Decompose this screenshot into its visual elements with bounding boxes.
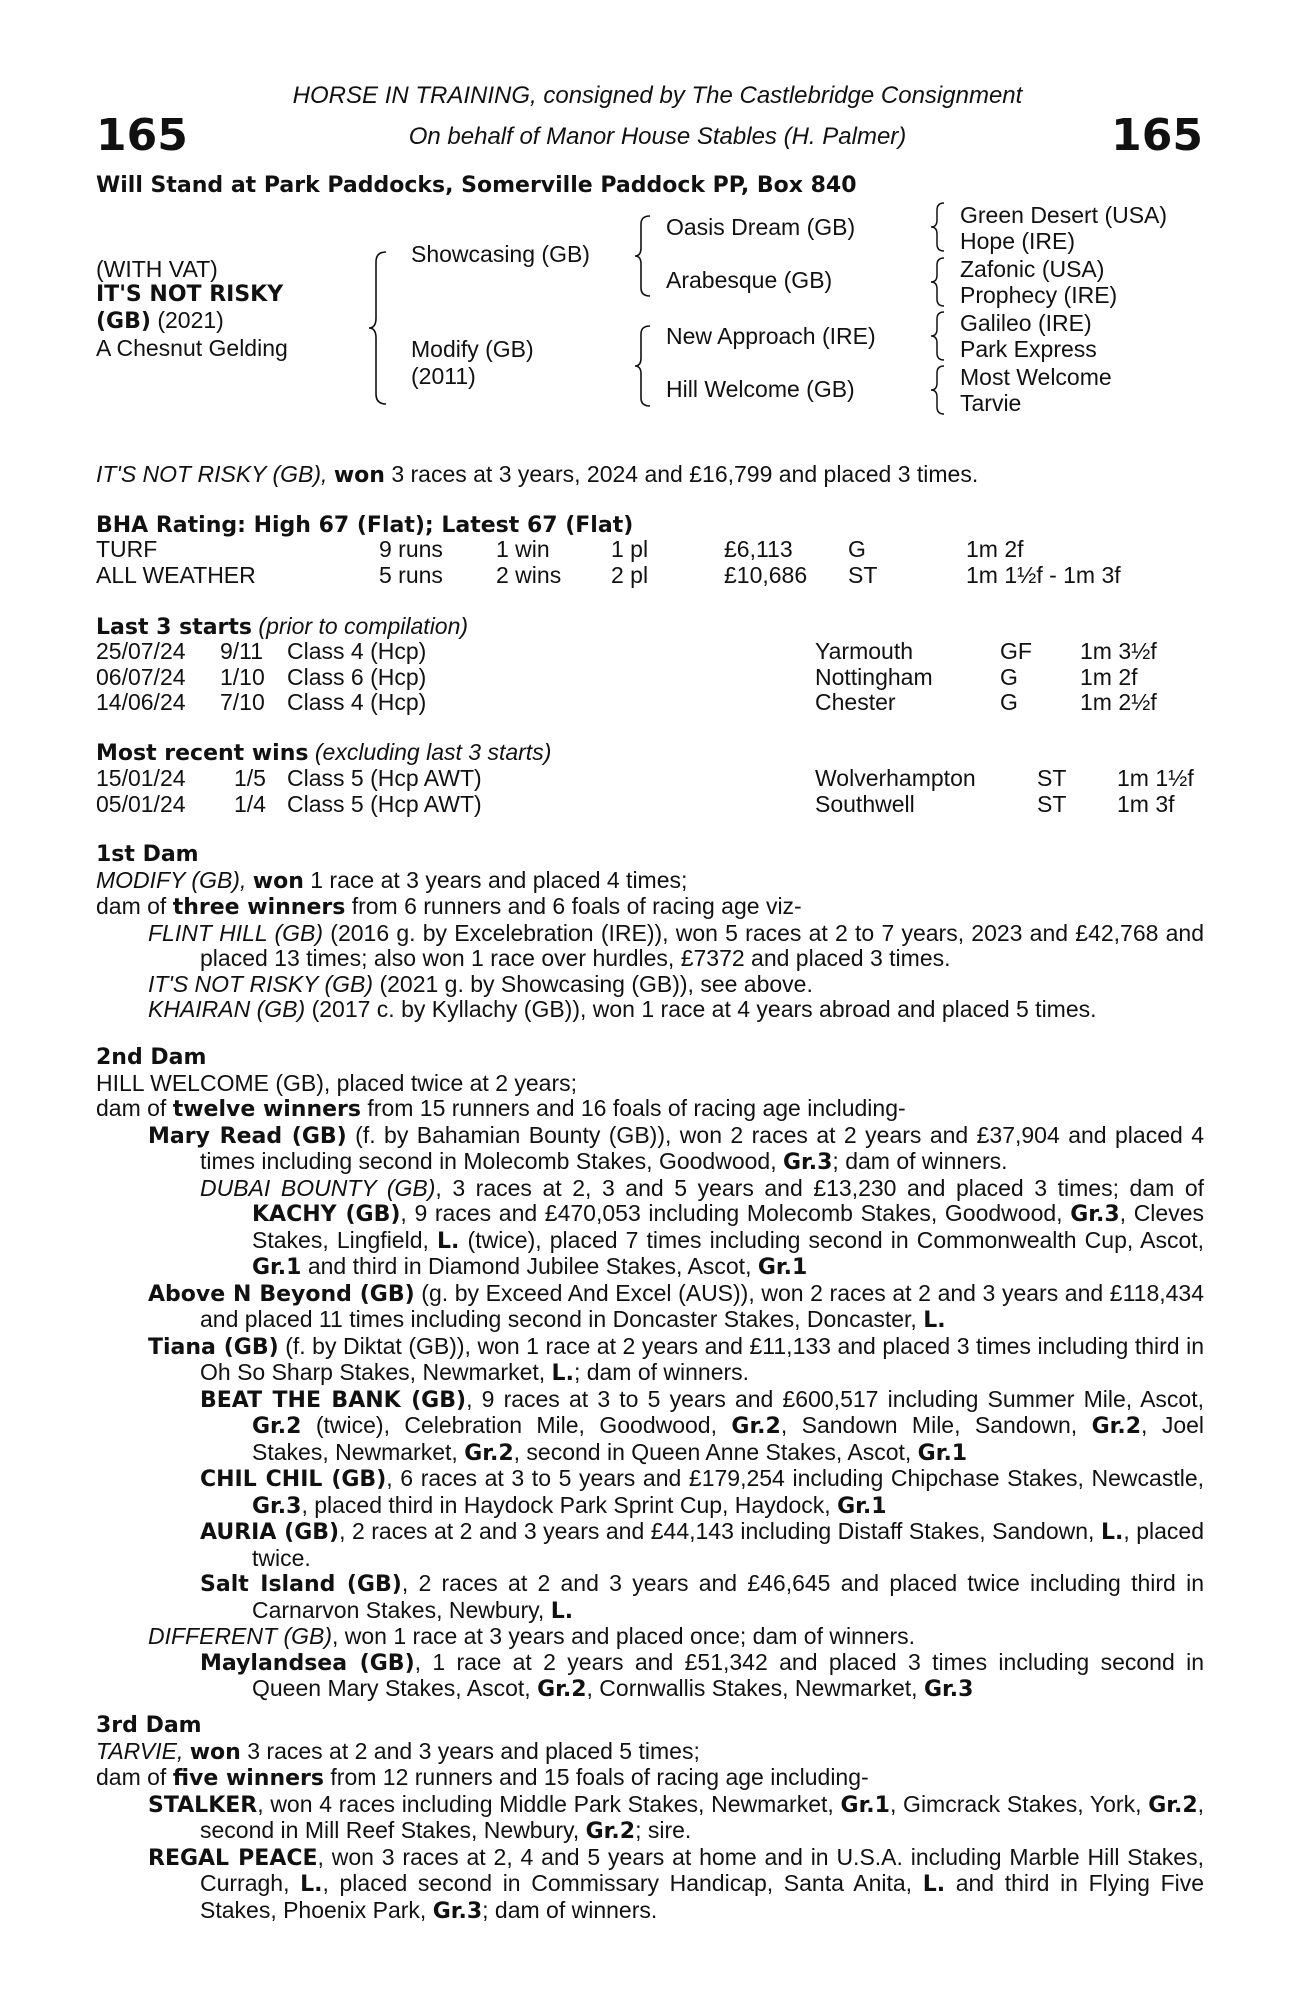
summary-won: won xyxy=(333,463,385,488)
produce-record: , Sandown Mile, Sandown, xyxy=(780,1412,1078,1438)
dam-brace xyxy=(632,322,654,410)
going: ST xyxy=(848,561,878,588)
recent-title: Most recent wins xyxy=(96,741,309,766)
produce-name: KHAIRAN (GB) xyxy=(148,996,306,1022)
grade: L. xyxy=(437,1228,460,1254)
produce-name: AURIA (GB) xyxy=(200,1520,340,1545)
produce-record: and third in Diamond Jubilee Stakes, Ascot, xyxy=(307,1253,752,1279)
horse-country-year xyxy=(96,308,224,335)
produce-note: ; dam of winners. xyxy=(482,1896,658,1923)
produce-entry xyxy=(200,1571,1204,1624)
grade: L. xyxy=(1100,1520,1124,1545)
grade: Gr.3 xyxy=(1070,1202,1120,1227)
dam2-line1: HILL WELCOME (GB), placed twice at 2 years; xyxy=(96,1069,578,1096)
table-row xyxy=(96,639,1157,665)
produce-record: , 1 race at 2 years and £51,342 and placed 3 times including second in Queen Mary Stakes, Ascot, xyxy=(252,1648,1204,1701)
dam-of: dam of xyxy=(96,1764,167,1790)
recent-note: (excluding last 3 starts) xyxy=(314,739,552,765)
going: G xyxy=(848,536,866,562)
produce-entry xyxy=(148,972,1204,998)
race-going: G xyxy=(1000,689,1018,715)
produce-entry xyxy=(148,1792,1204,1845)
produce-name: Mary Read (GB) xyxy=(148,1123,347,1149)
produce-record: , placed third in Haydock Park Sprint Cup, Haydock, xyxy=(301,1491,831,1518)
race-distance: 1m 3½f xyxy=(1080,638,1157,664)
ped-sdd: Prophecy (IRE) xyxy=(960,282,1118,308)
produce-record: , 3 races at 2, 3 and 5 years and £13,230 and placed 3 times; dam of xyxy=(435,1174,1205,1201)
produce-entry xyxy=(200,1650,1204,1703)
grade: Gr.1 xyxy=(757,1255,808,1280)
produce-name: Maylandsea (GB) xyxy=(200,1650,415,1676)
ped-ssd: Hope (IRE) xyxy=(960,228,1076,254)
produce-entry xyxy=(148,1334,1204,1387)
produce-record: and third in Flying Five Stakes, Phoenix Park, xyxy=(200,1870,1205,1923)
dam1-won: won xyxy=(252,868,304,894)
horse-country: (GB) xyxy=(96,309,151,334)
race-position: 7/10 xyxy=(220,689,265,715)
race-date: 05/01/24 xyxy=(96,790,186,817)
brace-g3 xyxy=(928,309,948,363)
last3-table xyxy=(96,639,1157,716)
dam3-line2 xyxy=(96,1765,1204,1792)
produce-record: , Gimcrack Stakes, York, xyxy=(889,1790,1142,1817)
dam3-won: won xyxy=(189,1739,241,1765)
placed: 2 pl xyxy=(611,561,649,588)
section-title: 2nd Dam xyxy=(96,1045,207,1070)
consignor-line: HORSE IN TRAINING, consigned by The Castlebridge Consignment xyxy=(292,82,1023,109)
dam1-record: 1 race at 3 years and placed 4 times; xyxy=(310,866,688,893)
first-dam-section xyxy=(96,842,1204,1023)
produce-entry xyxy=(200,1176,1204,1281)
produce-record: (2016 g. by Excelebration (IRE)), won 5 races at 2 to 7 years, 2023 and £42,768 and placed 13 times; also won 1 race over hurdles, £7372 and placed 3 times. xyxy=(200,919,1205,971)
ped-dds: Most Welcome xyxy=(960,364,1112,390)
produce-name: KACHY (GB) xyxy=(252,1202,401,1227)
sire: Showcasing (GB) xyxy=(411,241,590,267)
sire-brace xyxy=(632,212,654,300)
race-position: 1/10 xyxy=(220,663,265,690)
grade: Gr.2 xyxy=(1091,1414,1142,1439)
dam-of: dam of xyxy=(96,893,167,919)
produce-entry xyxy=(148,1624,1204,1650)
table-row xyxy=(96,537,1121,563)
grade: L. xyxy=(551,1361,574,1386)
race-position: 1/5 xyxy=(234,765,266,791)
produce-record: (2017 c. by Kyllachy (GB)), won 1 race at 4 years abroad and placed 5 times. xyxy=(311,996,1097,1022)
grade: Gr.3 xyxy=(782,1150,833,1175)
race-course: Yarmouth xyxy=(815,638,914,664)
produce-name: CHIL CHIL (GB) xyxy=(200,1467,387,1492)
surface: TURF xyxy=(96,536,158,562)
ped-sds: Zafonic (USA) xyxy=(960,256,1105,282)
stand-location: Will Stand at Park Paddocks, Somerville Paddock PP, Box 840 xyxy=(96,173,857,198)
produce-entry xyxy=(200,1387,1204,1467)
table-row xyxy=(96,563,1121,589)
race-distance: 1m 2f xyxy=(1080,663,1138,690)
produce-record: , Cornwallis Stakes, Newmarket, xyxy=(586,1675,918,1701)
produce-record: , Cleves Stakes, Lingfield, xyxy=(252,1200,1204,1253)
produce-name: FLINT HILL (GB) xyxy=(148,919,324,946)
wins: 2 wins xyxy=(496,561,562,588)
third-dam-section xyxy=(96,1713,1204,1924)
produce-name: Above N Beyond (GB) xyxy=(148,1281,415,1307)
produce-note: ; dam of winners. xyxy=(573,1359,750,1385)
horse-name: IT'S NOT RISKY xyxy=(96,282,284,307)
produce-entry xyxy=(148,997,1204,1023)
produce-record: , second in Queen Anne Stakes, Ascot, xyxy=(513,1438,912,1465)
produce-record: , won 3 races at 2, 4 and 5 years at home and in U.S.A. including Marble Hill Stakes, Curragh, xyxy=(200,1843,1204,1896)
grade: Gr.2 xyxy=(464,1440,514,1466)
horse-year: (2021) xyxy=(157,307,224,333)
sire-sire: Oasis Dream (GB) xyxy=(666,214,856,240)
produce-entry xyxy=(200,1466,1204,1519)
last3-note: (prior to compilation) xyxy=(258,613,469,639)
last3-title: Last 3 starts xyxy=(96,615,253,640)
race-date: 15/01/24 xyxy=(96,765,186,791)
rating-table xyxy=(96,537,1121,588)
produce-record: , won 1 race at 3 years and placed once; dam of winners. xyxy=(332,1623,915,1649)
runs: 5 runs xyxy=(379,561,443,588)
race-summary xyxy=(96,462,978,489)
produce-record: (twice), Celebration Mile, Goodwood, xyxy=(315,1412,717,1438)
grade: Gr.2 xyxy=(1148,1792,1198,1818)
ped-sss: Green Desert (USA) xyxy=(960,202,1168,228)
race-class: Class 6 (Hcp) xyxy=(287,663,427,690)
grade: Gr.2 xyxy=(731,1414,781,1439)
brace-g1 xyxy=(928,200,948,254)
race-distance: 1m 1½f xyxy=(1117,765,1194,791)
on-behalf-line: On behalf of Manor House Stables (H. Palmer) xyxy=(408,123,907,150)
grade: L. xyxy=(922,1872,946,1897)
race-going: ST xyxy=(1037,790,1067,817)
produce-record: , 2 races at 2 and 3 years and £44,143 including Distaff Stakes, Sandown, xyxy=(339,1518,1095,1544)
race-going: G xyxy=(1000,663,1018,690)
grade: L. xyxy=(550,1598,574,1624)
grade: Gr.1 xyxy=(917,1440,968,1466)
race-date: 25/07/24 xyxy=(96,638,186,664)
foals-note: from 6 runners and 6 foals of racing age viz- xyxy=(351,893,802,919)
race-class: Class 4 (Hcp) xyxy=(287,689,427,715)
produce-entry xyxy=(148,1281,1204,1334)
dam: Modify (GB) xyxy=(411,336,534,362)
grade: Gr.1 xyxy=(837,1493,887,1519)
produce-name: Salt Island (GB) xyxy=(200,1572,402,1597)
produce-note: ; dam of winners. xyxy=(832,1148,1008,1174)
produce-note: ; sire. xyxy=(635,1817,692,1843)
dam-sire: New Approach (IRE) xyxy=(666,323,876,349)
produce-record: , placed twice. xyxy=(252,1518,1204,1571)
section-title: 3rd Dam xyxy=(96,1713,202,1738)
dam3-name: TARVIE, xyxy=(96,1737,184,1764)
dam-of: dam of xyxy=(96,1095,167,1121)
grade: Gr.2 xyxy=(252,1414,302,1439)
produce-entry xyxy=(200,1519,1204,1571)
lot-number-right: 165 xyxy=(1111,110,1203,161)
produce-record: (2021 g. by Showcasing (GB)), see above. xyxy=(379,970,813,997)
grade: Gr.1 xyxy=(252,1255,302,1280)
lot-number-left: 165 xyxy=(96,110,188,161)
produce-entry xyxy=(148,921,1204,972)
bha-rating-title: BHA Rating: High 67 (Flat); Latest 67 (Flat) xyxy=(96,513,634,538)
sire-dam-brace xyxy=(366,248,390,408)
earnings: £6,113 xyxy=(724,536,793,562)
wins: 1 win xyxy=(496,536,550,562)
ped-dsd: Park Express xyxy=(960,336,1097,362)
produce-name: DUBAI BOUNTY (GB) xyxy=(200,1174,436,1201)
dam3-line1 xyxy=(96,1739,1204,1766)
ped-ddd: Tarvie xyxy=(960,390,1022,416)
winners-count: three winners xyxy=(172,895,346,920)
produce-record: , won 4 races including Middle Park Stakes, Newmarket, xyxy=(257,1790,834,1817)
produce-record: (g. by Exceed And Excel (AUS)), won 2 races at 2 and 3 years and £118,434 and placed 11 times including second in Doncaster Stakes, Doncaster, xyxy=(200,1279,1205,1332)
grade: L. xyxy=(923,1308,946,1333)
dam1-line1 xyxy=(96,868,1204,895)
produce-record: (twice), placed 7 times including second in Commonwealth Cup, Ascot, xyxy=(467,1226,1205,1253)
produce-record: , 9 races and £470,053 including Molecomb Stakes, Goodwood, xyxy=(400,1200,1063,1226)
vat-note: (WITH VAT) xyxy=(96,256,218,282)
produce-name: Tiana (GB) xyxy=(148,1334,279,1360)
race-course: Southwell xyxy=(815,790,915,817)
race-class: Class 5 (Hcp AWT) xyxy=(287,765,482,791)
brace-g2 xyxy=(928,255,948,309)
race-course: Wolverhampton xyxy=(815,765,976,791)
dam1-line2 xyxy=(96,894,1204,921)
winners-count: five winners xyxy=(172,1766,325,1791)
produce-entry xyxy=(148,1845,1204,1925)
dam2-line2 xyxy=(96,1096,1204,1123)
dam-year: (2011) xyxy=(411,363,476,389)
race-course: Nottingham xyxy=(815,663,933,690)
sire-dam: Arabesque (GB) xyxy=(666,267,833,293)
produce-record: , 9 races at 3 to 5 years and £600,517 including Summer Mile, Ascot, xyxy=(466,1385,1204,1412)
race-distance: 1m 3f xyxy=(1117,790,1175,817)
distance: 1m 1½f - 1m 3f xyxy=(966,561,1121,588)
produce-record: (f. by Diktat (GB)), won 1 race at 2 years and £11,133 and placed 3 times including third in Oh So Sharp Stakes, Newmarket, xyxy=(200,1332,1205,1385)
produce-record: , second in Mill Reef Stakes, Newbury, xyxy=(200,1790,1205,1843)
race-class: Class 5 (Hcp AWT) xyxy=(287,790,482,817)
produce-name: REGAL PEACE xyxy=(148,1845,318,1871)
dam1-name: MODIFY (GB), xyxy=(96,866,247,893)
produce-entry xyxy=(148,1123,1204,1176)
produce-name: STALKER xyxy=(148,1792,258,1818)
grade: Gr.2 xyxy=(585,1819,636,1844)
grade: Gr.2 xyxy=(537,1677,587,1702)
race-date: 06/07/24 xyxy=(96,663,186,690)
produce-name: IT'S NOT RISKY (GB) xyxy=(148,970,374,997)
brace-g4 xyxy=(928,363,948,417)
grade: Gr.3 xyxy=(432,1898,483,1924)
race-distance: 1m 2½f xyxy=(1080,689,1157,715)
last3-heading xyxy=(96,614,468,641)
distance: 1m 2f xyxy=(966,536,1024,562)
produce-record: , placed second in Commissary Handicap, Santa Anita, xyxy=(322,1870,913,1896)
recent-heading xyxy=(96,740,551,767)
grade: Gr.1 xyxy=(840,1792,890,1818)
race-position: 1/4 xyxy=(234,790,266,817)
race-going: ST xyxy=(1037,765,1067,791)
horse-description: A Chesnut Gelding xyxy=(96,335,288,361)
placed: 1 pl xyxy=(611,536,649,562)
ped-dss: Galileo (IRE) xyxy=(960,310,1092,336)
race-going: GF xyxy=(1000,638,1032,664)
grade: L. xyxy=(300,1872,323,1897)
surface: ALL WEATHER xyxy=(96,561,256,588)
table-row xyxy=(96,690,1157,716)
grade: Gr.3 xyxy=(923,1677,974,1702)
runs: 9 runs xyxy=(379,536,443,562)
produce-record: (f. by Bahamian Bounty (GB)), won 2 races at 2 years and £37,904 and placed 4 times including second in Molecomb Stakes, Goodwood, xyxy=(200,1121,1204,1174)
summary-name: IT'S NOT RISKY (GB), xyxy=(96,461,328,487)
recent-table xyxy=(96,766,1194,817)
grade: Gr.3 xyxy=(252,1493,302,1519)
second-dam-section xyxy=(96,1045,1204,1703)
produce-record: , 6 races at 3 to 5 years and £179,254 including Chipchase Stakes, Newcastle, xyxy=(386,1465,1204,1491)
table-row xyxy=(96,665,1157,691)
race-class: Class 4 (Hcp) xyxy=(287,638,427,664)
foals-note: from 12 runners and 15 foals of racing age including- xyxy=(330,1764,869,1790)
dam-dam: Hill Welcome (GB) xyxy=(666,376,855,402)
produce-record: , Joel Stakes, Newmarket, xyxy=(252,1412,1205,1465)
race-position: 9/11 xyxy=(220,638,264,664)
section-title: 1st Dam xyxy=(96,842,199,867)
table-row xyxy=(96,766,1194,792)
produce-name: DIFFERENT (GB) xyxy=(148,1623,332,1649)
table-row xyxy=(96,792,1194,818)
earnings: £10,686 xyxy=(724,561,808,588)
race-date: 14/06/24 xyxy=(96,689,186,715)
winners-count: twelve winners xyxy=(172,1097,361,1122)
dam3-record: 3 races at 2 and 3 years and placed 5 times; xyxy=(247,1737,700,1764)
foals-note: from 15 runners and 16 foals of racing age including- xyxy=(367,1095,906,1121)
produce-record: , 2 races at 2 and 3 years and £46,645 and placed twice including third in Carnarvon Stakes, Newbury, xyxy=(252,1570,1204,1623)
produce-name: BEAT THE BANK (GB) xyxy=(200,1387,467,1413)
summary-rest: 3 races at 3 years, 2024 and £16,799 and placed 3 times. xyxy=(391,461,979,487)
race-course: Chester xyxy=(815,689,896,715)
